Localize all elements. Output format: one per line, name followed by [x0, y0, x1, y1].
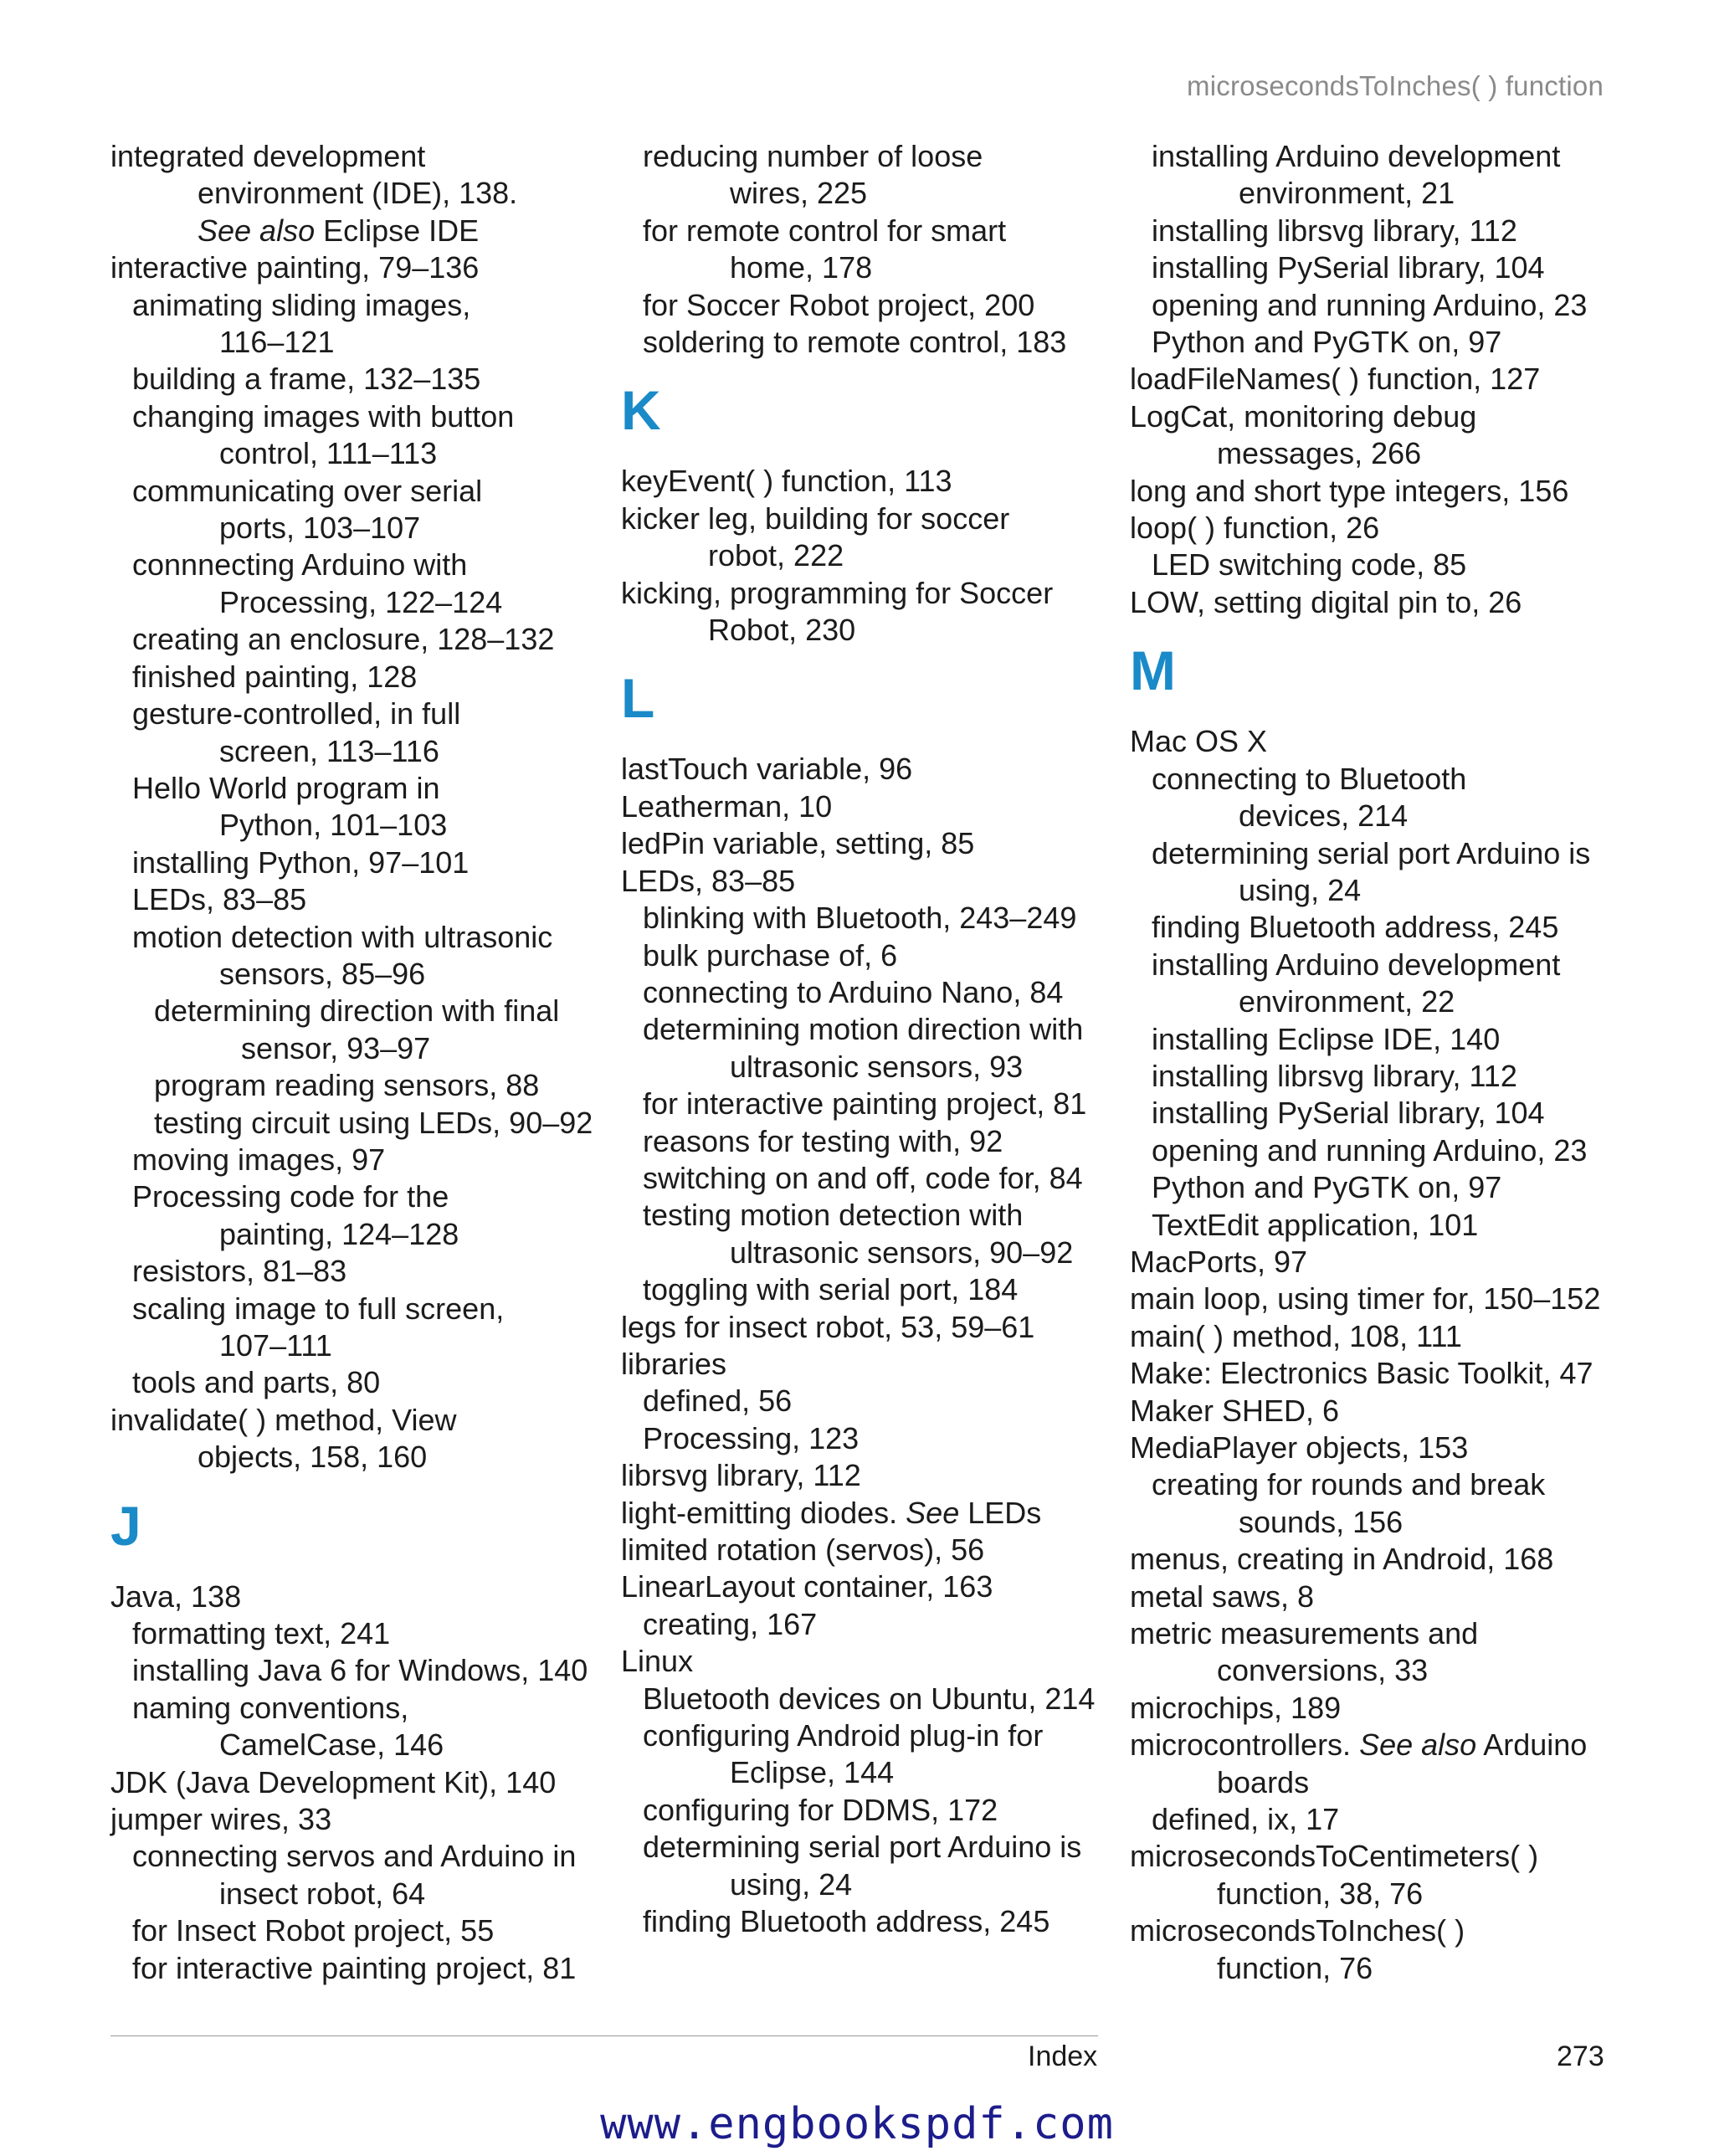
index-entry: Leatherman, 10	[621, 788, 833, 824]
entry-text-continued: control, 111–113	[219, 436, 438, 471]
index-subentry	[110, 473, 604, 547]
index-subentry: installing librsvg library, 112	[1152, 1058, 1517, 1093]
entry-text-continued: using, 24	[730, 1866, 853, 1902]
cross-reference-see: See also	[1359, 1727, 1477, 1763]
entry-text-continued: using, 24	[1239, 872, 1362, 907]
index-entry: LEDs, 83–85	[621, 863, 796, 898]
index-subentry: Python and PyGTK on, 97	[1152, 325, 1502, 360]
index-subentry: soldering to remote control, 183	[643, 325, 1067, 360]
index-subentry: bulk purchase of, 6	[643, 937, 898, 973]
index-subentry	[110, 919, 604, 993]
index-subentry	[621, 1197, 1113, 1271]
index-entry: JDK (Java Development Kit), 140	[110, 1764, 557, 1799]
entry-text: determining motion direction with	[643, 1012, 1084, 1047]
index-entry	[1130, 1727, 1615, 1801]
index-entry: metal saws, 8	[1130, 1578, 1315, 1614]
entry-text-continued: CamelCase, 146	[219, 1727, 444, 1763]
index-entry: ledPin variable, setting, 85	[621, 826, 975, 861]
index-entry: LinearLayout container, 163	[621, 1569, 993, 1604]
index-subentry: LED switching code, 85	[1152, 547, 1467, 583]
index-entry: LOW, setting digital pin to, 26	[1130, 584, 1522, 619]
index-entry	[110, 1402, 604, 1476]
index-entry: Make: Electronics Basic Toolkit, 47	[1130, 1356, 1593, 1391]
index-entry	[1130, 398, 1615, 473]
index-subentry: moving images, 97	[132, 1142, 386, 1177]
index-subentry: LEDs, 83–85	[132, 882, 307, 917]
index-subentry: testing circuit using LEDs, 90–92	[154, 1105, 593, 1140]
index-entry: libraries	[621, 1346, 727, 1381]
entry-text: scaling image to full screen,	[132, 1291, 505, 1326]
index-entry: MacPorts, 97	[1130, 1244, 1308, 1279]
entry-text-continued: screen, 113–116	[219, 733, 439, 768]
entry-text: metric measurements and	[1130, 1616, 1479, 1651]
index-subentry	[110, 398, 604, 473]
index-subentry	[621, 1829, 1113, 1903]
index-letter-heading: J	[110, 1494, 141, 1557]
entry-text-continued: 116–121	[219, 325, 335, 360]
entry-text: light-emitting diodes.	[621, 1495, 906, 1530]
index-subentry: defined, 56	[643, 1383, 793, 1419]
index-subentry: installing librsvg library, 112	[1152, 213, 1517, 248]
index-subentry: connecting to Arduino Nano, 84	[643, 974, 1064, 1009]
index-subentry: tools and parts, 80	[132, 1365, 381, 1400]
index-subentry	[110, 547, 604, 621]
index-subentry: resistors, 81–83	[132, 1254, 347, 1289]
index-entry	[110, 138, 604, 213]
entry-text: microsecondsToInches( )	[1130, 1913, 1465, 1948]
index-column-3	[1130, 138, 1615, 1987]
entry-text-continued: conversions, 33	[1217, 1653, 1429, 1688]
entry-text: creating for rounds and break	[1152, 1467, 1546, 1502]
index-subentry	[110, 287, 604, 362]
entry-text: invalidate( ) method, View	[110, 1402, 457, 1437]
index-subentry: finding Bluetooth address, 245	[643, 1904, 1050, 1939]
index-entry: Linux	[621, 1644, 694, 1679]
entry-text-continued: environment, 21	[1239, 176, 1455, 211]
entry-text: connecting servos and Arduino in	[132, 1839, 577, 1874]
index-subentry	[1130, 1466, 1615, 1541]
cross-reference-target: LEDs	[959, 1495, 1042, 1530]
index-subentry: opening and running Arduino, 23	[1152, 1132, 1588, 1168]
entry-text-continued: sounds, 156	[1239, 1504, 1404, 1539]
index-subentry	[110, 1178, 604, 1253]
entry-text-continued: environment (IDE), 138.	[198, 176, 518, 211]
entry-text: microsecondsToCentimeters( )	[1130, 1839, 1539, 1874]
entry-text: for remote control for smart	[643, 213, 1007, 248]
entry-text-continued: function, 76	[1217, 1950, 1373, 1985]
index-entry: jumper wires, 33	[110, 1802, 332, 1837]
watermark-url: www.engbookspdf.com	[600, 2099, 1114, 2149]
index-entry: main( ) method, 108, 111	[1130, 1318, 1462, 1353]
running-head: microsecondsToInches( ) function	[1187, 70, 1604, 101]
index-column-2	[621, 138, 1113, 1940]
index-letter-heading: M	[1130, 639, 1176, 702]
index-subentry	[621, 1717, 1113, 1792]
index-entry: menus, creating in Android, 168	[1130, 1542, 1554, 1577]
index-subentry	[621, 213, 1113, 287]
index-subentry	[110, 1690, 604, 1764]
cross-reference-target: Arduino	[1476, 1727, 1588, 1763]
entry-text: determining direction with final	[154, 993, 560, 1029]
index-subentry: formatting text, 241	[132, 1616, 391, 1651]
entry-text: determining serial port Arduino is	[643, 1830, 1082, 1865]
index-subentry: opening and running Arduino, 23	[1152, 287, 1588, 322]
entry-text-continued: Processing, 122–124	[219, 584, 503, 619]
entry-text: communicating over serial	[132, 473, 483, 508]
index-entry	[621, 575, 1113, 649]
entry-text: LogCat, monitoring debug	[1130, 398, 1477, 434]
index-entry: Java, 138	[110, 1578, 242, 1614]
index-entry: microchips, 189	[1130, 1690, 1342, 1725]
index-subentry: for Insect Robot project, 55	[132, 1913, 495, 1948]
index-entry: keyEvent( ) function, 113	[621, 464, 952, 499]
entry-text-continued: Robot, 230	[708, 613, 856, 648]
entry-text-continued: home, 178	[730, 250, 873, 285]
index-entry	[1130, 1615, 1615, 1690]
entry-text-continued: environment, 22	[1239, 984, 1455, 1019]
entry-text: connnecting Arduino with	[132, 547, 468, 583]
index-subentry: creating an enclosure, 128–132	[132, 622, 555, 657]
index-subentry	[110, 1838, 604, 1912]
index-subentry: finished painting, 128	[132, 659, 418, 694]
index-column-1	[110, 138, 604, 1987]
entry-text: Processing code for the	[132, 1179, 449, 1214]
index-subentry	[621, 138, 1113, 213]
index-letter-heading: L	[621, 667, 655, 730]
entry-text-continued: insect robot, 64	[219, 1876, 426, 1911]
index-subentry: switching on and off, code for, 84	[643, 1160, 1083, 1195]
entry-text: gesture-controlled, in full	[132, 696, 461, 732]
entry-text-continued: ultrasonic sensors, 90–92	[730, 1235, 1074, 1270]
index-subentry: defined, ix, 17	[1152, 1802, 1340, 1837]
entry-text: motion detection with ultrasonic	[132, 919, 553, 954]
index-entry	[1130, 1838, 1615, 1912]
entry-text-continued: devices, 214	[1239, 798, 1409, 834]
entry-text: changing images with button	[132, 398, 515, 434]
index-entry: MediaPlayer objects, 153	[1130, 1430, 1469, 1465]
index-letter-heading: K	[621, 379, 661, 442]
footer-rule	[110, 2035, 1098, 2036]
index-entry	[1130, 1912, 1615, 1987]
index-subentry	[621, 1011, 1113, 1086]
index-entry: librsvg library, 112	[621, 1458, 861, 1493]
entry-text-continued: 107–111	[219, 1328, 332, 1363]
index-subentry: installing Python, 97–101	[132, 844, 470, 880]
cross-reference-target-continued: boards	[1217, 1764, 1310, 1799]
index-entry: legs for insect robot, 53, 59–61	[621, 1309, 1035, 1344]
index-subentry: finding Bluetooth address, 245	[1152, 910, 1559, 945]
index-subentry	[110, 770, 604, 844]
index-subentry	[1130, 835, 1615, 910]
page-number: 273	[1557, 2041, 1604, 2072]
index-entry: loadFileNames( ) function, 127	[1130, 362, 1541, 397]
entry-text-continued: painting, 124–128	[219, 1216, 459, 1251]
index-entry	[621, 1495, 1113, 1532]
cross-reference-see: See also	[198, 213, 316, 248]
entry-text: integrated development	[110, 139, 426, 173]
index-subentry: creating, 167	[643, 1606, 818, 1641]
entry-text: naming conventions,	[132, 1690, 409, 1725]
index-subentry: installing PySerial library, 104	[1152, 250, 1545, 285]
entry-text: microcontrollers.	[1130, 1727, 1360, 1763]
index-subentry: installing PySerial library, 104	[1152, 1096, 1545, 1131]
entry-text: reducing number of loose	[643, 139, 983, 173]
index-subentry	[1130, 138, 1615, 213]
entry-text-continued: Eclipse, 144	[730, 1755, 895, 1790]
index-entry: lastTouch variable, 96	[621, 752, 913, 787]
index-entry: limited rotation (servos), 56	[621, 1532, 985, 1567]
entry-text: configuring Android plug-in for	[643, 1718, 1044, 1753]
index-subentry	[1130, 947, 1615, 1021]
entry-text-continued: ultrasonic sensors, 93	[730, 1049, 1024, 1084]
index-entry	[621, 501, 1113, 575]
index-subentry: reasons for testing with, 92	[643, 1123, 1003, 1158]
index-entry: interactive painting, 79–136	[110, 250, 480, 285]
entry-text-continued: robot, 222	[708, 538, 844, 573]
index-entry: main loop, using timer for, 150–152	[1130, 1281, 1601, 1317]
index-subentry: program reading sensors, 88	[154, 1068, 540, 1103]
index-subentry: configuring for DDMS, 172	[643, 1792, 998, 1827]
entry-text-continued: sensor, 93–97	[241, 1030, 431, 1065]
index-entry: Maker SHED, 6	[1130, 1393, 1340, 1428]
index-subentry	[110, 993, 604, 1067]
index-subentry	[110, 1291, 604, 1365]
footer-section-label: Index	[1028, 2041, 1098, 2072]
entry-text-continued: messages, 266	[1217, 436, 1422, 471]
index-subentry: Python and PyGTK on, 97	[1152, 1170, 1502, 1205]
entry-text: testing motion detection with	[643, 1198, 1024, 1233]
index-subentry: blinking with Bluetooth, 243–249	[643, 901, 1077, 936]
entry-text-continued: objects, 158, 160	[198, 1440, 428, 1475]
index-subentry: for interactive painting project, 81	[132, 1950, 577, 1985]
entry-text: Hello World program in	[132, 770, 440, 805]
index-subentry: Bluetooth devices on Ubuntu, 214	[643, 1681, 1096, 1716]
entry-text: installing Arduino development	[1152, 947, 1561, 982]
entry-text: connecting to Bluetooth	[1152, 761, 1467, 796]
index-subentry: Processing, 123	[643, 1420, 860, 1455]
entry-text-continued: ports, 103–107	[219, 511, 421, 546]
index-subentry: installing Java 6 for Windows, 140	[132, 1653, 588, 1688]
index-subentry	[110, 696, 604, 770]
entry-text: animating sliding images,	[132, 287, 471, 322]
entry-text: installing Arduino development	[1152, 139, 1561, 173]
index-subentry: installing Eclipse IDE, 140	[1152, 1021, 1501, 1056]
index-entry: loop( ) function, 26	[1130, 511, 1380, 546]
cross-reference-see: See	[906, 1495, 960, 1530]
index-subentry	[1130, 761, 1615, 835]
index-subentry: for Soccer Robot project, 200	[643, 287, 1035, 322]
index-entry: long and short type integers, 156	[1130, 473, 1569, 508]
entry-text-continued: Python, 101–103	[219, 808, 448, 843]
index-cross-reference	[110, 213, 604, 249]
index-subentry: for interactive painting project, 81	[643, 1086, 1087, 1122]
index-subentry: building a frame, 132–135	[132, 362, 481, 397]
entry-text-continued: sensors, 85–96	[219, 956, 426, 991]
entry-text: kicker leg, building for soccer	[621, 501, 1010, 536]
cross-reference-target: Eclipse IDE	[315, 213, 480, 248]
index-subentry: toggling with serial port, 184	[643, 1272, 1019, 1307]
entry-text: kicking, programming for Soccer	[621, 575, 1054, 610]
entry-text-continued: function, 38, 76	[1217, 1876, 1424, 1911]
index-subentry: TextEdit application, 101	[1152, 1207, 1479, 1242]
entry-text-continued: wires, 225	[730, 176, 868, 211]
index-entry: Mac OS X	[1130, 724, 1268, 759]
entry-text: determining serial port Arduino is	[1152, 835, 1591, 870]
